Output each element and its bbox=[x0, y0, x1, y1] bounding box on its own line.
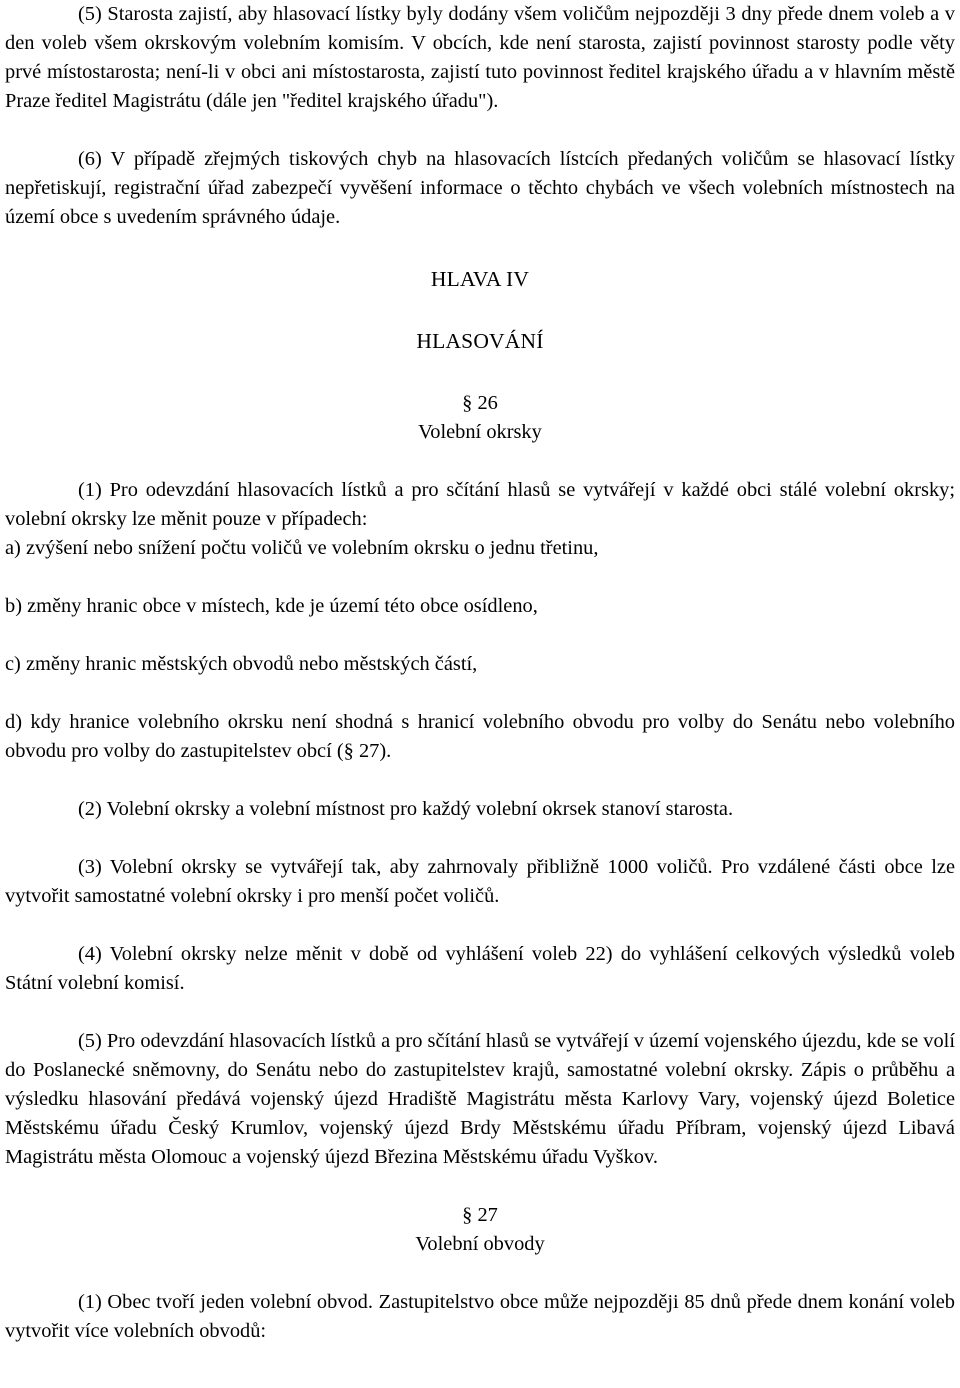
paragraph-5-ballot-delivery: (5) Starosta zajistí, aby hlasovací lístky byly dodány všem voličům nejpozději 3 dny přede dnem voleb a v den voleb všem okrskovým volebním komisím. V obcích, kde není starosta, zajistí povinnost starosty podle věty prvé místostarosta; není-li v obci ani místostarosta, zajistí tuto povinnost ředitel krajského úřadu a v hlavním městě Praze ředitel Magistrátu (dále jen "ředitel krajského úřadu"). bbox=[5, 3, 955, 112]
section-27-paragraph-1: (1) Obec tvoří jeden volební obvod. Zastupitelstvo obce může nejpozději 85 dnů přede dnem konání voleb vytvořit více volebních obvodů: bbox=[5, 1291, 955, 1342]
section-26-paragraph-5: (5) Pro odevzdání hlasovacích lístků a pro sčítání hlasů se vytvářejí v území vojenského újezdu, kde se volí do Poslanecké sněmovny, do Senátu nebo do zastupitelstev krajů, samostatné volební okrsky. Zápis o průběhu a výsledku hlasování předává vojenský újezd Hradiště Magistrátu města Karlovy Vary, vojenský újezd Boletice Městskému úřadu Český Krumlov, vojenský újezd Brdy Městskému úřadu Příbram, vojenský újezd Libavá Magistrátu města Olomouc a vojenský újezd Březina Městskému úřadu Vyškov. bbox=[5, 1030, 955, 1168]
section-26-paragraph-4: (4) Volební okrsky nelze měnit v době od vyhlášení voleb 22) do vyhlášení celkových výsledků voleb Státní volební komisí. bbox=[5, 943, 955, 994]
section-27-title: Volební obvody bbox=[415, 1233, 545, 1255]
list-item-b: b) změny hranic obce v místech, kde je území této obce osídleno, bbox=[5, 595, 538, 617]
chapter-title: HLASOVÁNÍ bbox=[416, 329, 544, 353]
section-26-title: Volební okrsky bbox=[418, 421, 542, 443]
section-26-number: § 26 bbox=[462, 392, 498, 414]
section-26-paragraph-2: (2) Volební okrsky a volební místnost pro každý volební okrsek stanoví starosta. bbox=[78, 798, 734, 820]
section-26-paragraph-3: (3) Volební okrsky se vytvářejí tak, aby zahrnovaly přibližně 1000 voličů. Pro vzdálené části obce lze vytvořit samostatné volební okrsky i pro menší počet voličů. bbox=[5, 856, 955, 907]
paragraph-6-printing-errors: (6) V případě zřejmých tiskových chyb na hlasovacích lístcích předaných voličům se hlasovací lístky nepřetiskují, registrační úřad zabezpečí vyvěšení informace o těchto chybách ve všech volebních místnostech na území obce s uvedením správného údaje. bbox=[5, 148, 955, 228]
list-item-d: d) kdy hranice volebního okrsku není shodná s hranicí volebního obvodu pro volby do Senátu nebo volebního obvodu pro volby do zastupitelstev obcí (§ 27). bbox=[5, 711, 955, 762]
section-27-number: § 27 bbox=[462, 1204, 498, 1226]
chapter-number: HLAVA IV bbox=[430, 267, 530, 291]
list-item-a: a) zvýšení nebo snížení počtu voličů ve volebním okrsku o jednu třetinu, bbox=[5, 537, 599, 559]
section-26-paragraph-1: (1) Pro odevzdání hlasovacích lístků a pro sčítání hlasů se vytvářejí v každé obci stálé volební okrsky; volební okrsky lze měnit pouze v případech: bbox=[5, 479, 955, 530]
list-item-c: c) změny hranic městských obvodů nebo městských částí, bbox=[5, 653, 478, 675]
